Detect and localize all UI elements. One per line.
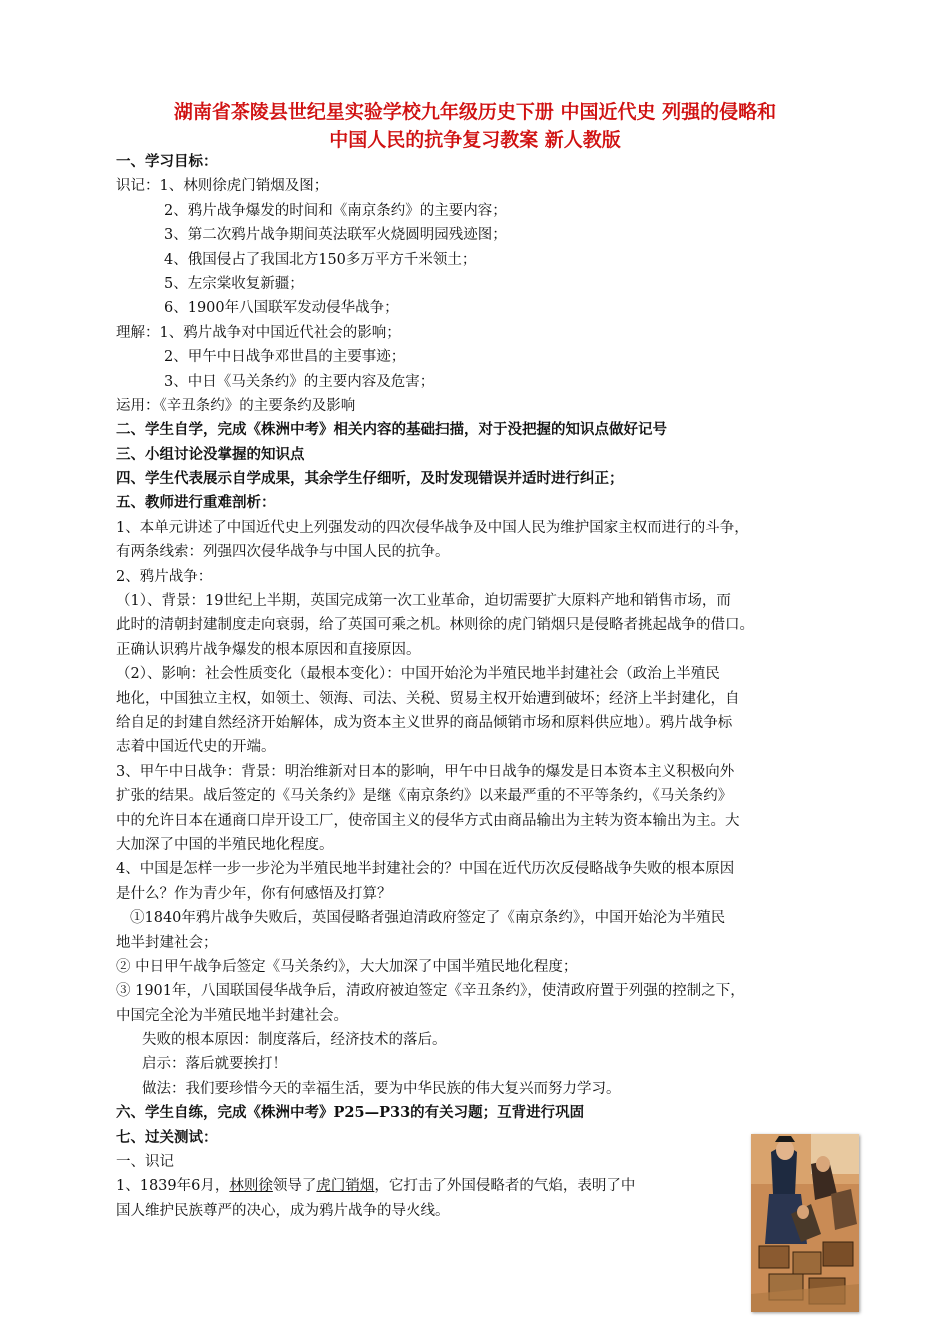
text-line: 识记：1、林则徐虎门销烟及图； — [116, 178, 329, 195]
text-line: 5、左宗棠收复新疆； — [164, 275, 304, 292]
text-line: 3、甲午中日战争：背景：明治维新对日本的影响，甲午中日战争的爆发是日本资本主义积极向外 — [116, 763, 735, 780]
text-line: 理解：1、鸦片战争对中国近代社会的影响； — [116, 324, 401, 341]
document-body — [116, 150, 854, 1223]
title-line-2: 中国人民的抗争复习教案 新人教版 — [329, 129, 621, 151]
text-line: 有两条线索：列强四次侵华战争与中国人民的抗争。 — [116, 544, 450, 561]
text-line: 给自足的封建自然经济开始解体，成为资本主义世界的商品倾销市场和原料供应地）。鸦片战争标 — [116, 714, 733, 731]
q1-answer-blank: 林则徐 — [229, 1178, 273, 1195]
text-line: （1）、背景：19世纪上半期，英国完成第一次工业革命，迫切需要扩大原料产地和销售市场，而 — [116, 593, 731, 610]
humen-destroying-opium-illustration — [751, 1134, 859, 1312]
text-line: 地半封建社会； — [116, 934, 218, 951]
text-line: 正确认识鸦片战争爆发的根本原因和直接原因。 — [116, 641, 421, 658]
text-line: 大加深了中国的半殖民地化程度。 — [116, 836, 334, 853]
section-heading: 三、小组讨论没掌握的知识点 — [116, 445, 305, 463]
q1-answer-blank: 虎门销烟 — [316, 1178, 375, 1195]
text-line: 3、第二次鸦片战争期间英法联军火烧圆明园残迹图； — [164, 227, 507, 244]
text-line: 志着中国近代史的开端。 — [116, 739, 276, 756]
text-line: 3、中日《马关条约》的主要内容及危害； — [164, 373, 435, 390]
q1-mid: 领导了 — [272, 1178, 317, 1195]
text-line: 地化，中国独立主权，如领土、领海、司法、关税、贸易主权开始遭到破坏；经济上半封建化，自 — [116, 690, 740, 707]
section-heading: 七、过关测试： — [116, 1128, 218, 1146]
text-line: ①1840年鸦片战争失败后，英国侵略者强迫清政府签定了《南京条约》，中国开始沦为半殖民 — [130, 910, 726, 927]
text-line: 扩张的结果。战后签定的《马关条约》是继《南京条约》以来最严重的不平等条约，《马关条约》 — [116, 788, 733, 805]
text-line: 做法：我们要珍惜今天的幸福生活，要为中华民族的伟大复兴而努力学习。 — [142, 1080, 621, 1097]
text-line: 启示：落后就要挨打！ — [142, 1056, 287, 1073]
text-line: 2、甲午中日战争邓世昌的主要事迹； — [164, 349, 406, 366]
q1-prefix: 1、1839年6月， — [116, 1178, 230, 1195]
title-line-1: 湖南省茶陵县世纪星实验学校九年级历史下册 中国近代史 列强的侵略和 — [173, 101, 777, 123]
text-line: 中的允许日本在通商口岸开设工厂，使帝国主义的侵华方式由商品输出为主转为资本输出为主。大 — [116, 812, 740, 829]
text-line: 是什么？作为青少年，你有何感悟及打算？ — [116, 885, 392, 902]
document-title — [60, 98, 890, 154]
section-heading: 四、学生代表展示自学成果，其余学生仔细听，及时发现错误并适时进行纠正； — [116, 470, 624, 488]
text-line: 2、鸦片战争： — [116, 568, 213, 585]
text-line: ② 中日甲午战争后签定《马关条约》，大大加深了中国半殖民地化程度； — [116, 958, 578, 975]
text-line: 一、识记 — [116, 1154, 174, 1171]
text-line: 2、鸦片战争爆发的时间和《南京条约》的主要内容； — [164, 202, 507, 219]
text-line: 中国完全沦为半殖民地半封建社会。 — [116, 1007, 348, 1024]
text-line: 1、本单元讲述了中国近代史上列强发动的四次侵华战争及中国人民为维护国家主权而进行的斗争， — [116, 519, 749, 536]
illustration-drawing — [751, 1134, 859, 1312]
section-heading: 五、教师进行重难剖析： — [116, 494, 276, 512]
question-line — [116, 1174, 854, 1198]
text-line: 此时的清朝封建制度走向衰弱，给了英国可乘之机。林则徐的虎门销烟只是侵略者挑起战争的借口。 — [116, 617, 754, 634]
section-heading: 六、学生自练，完成《株洲中考》P25—P33的有关习题；互背进行巩固 — [116, 1104, 585, 1122]
section-heading: 一、学习目标： — [116, 153, 218, 170]
text-line: （2）、影响：社会性质变化（最根本变化）：中国开始沦为半殖民地半封建社会（政治上半殖民 — [116, 666, 720, 683]
text-line: 失败的根本原因：制度落后，经济技术的落后。 — [142, 1032, 447, 1049]
section-heading: 二、学生自学，完成《株洲中考》相关内容的基础扫描，对于没把握的知识点做好记号 — [116, 421, 667, 439]
text-line: 4、中国是怎样一步一步沦为半殖民地半封建社会的？中国在近代历次反侵略战争失败的根本原因 — [116, 861, 735, 878]
q1-suffix: ，它打击了外国侵略者的气焰，表明了中 — [374, 1178, 636, 1195]
text-line: 运用：《辛丑条约》的主要条约及影响 — [116, 397, 356, 414]
text-line: 6、1900年八国联军发动侵华战争； — [164, 300, 399, 317]
text-line: 国人维护民族尊严的决心，成为鸦片战争的导火线。 — [116, 1202, 450, 1219]
text-line: 4、俄国侵占了我国北方150多万平方千米领土； — [164, 251, 477, 268]
text-line: ③ 1901年，八国联国侵华战争后，清政府被迫签定《辛丑条约》，使清政府置于列强的控制之下， — [116, 983, 745, 1000]
